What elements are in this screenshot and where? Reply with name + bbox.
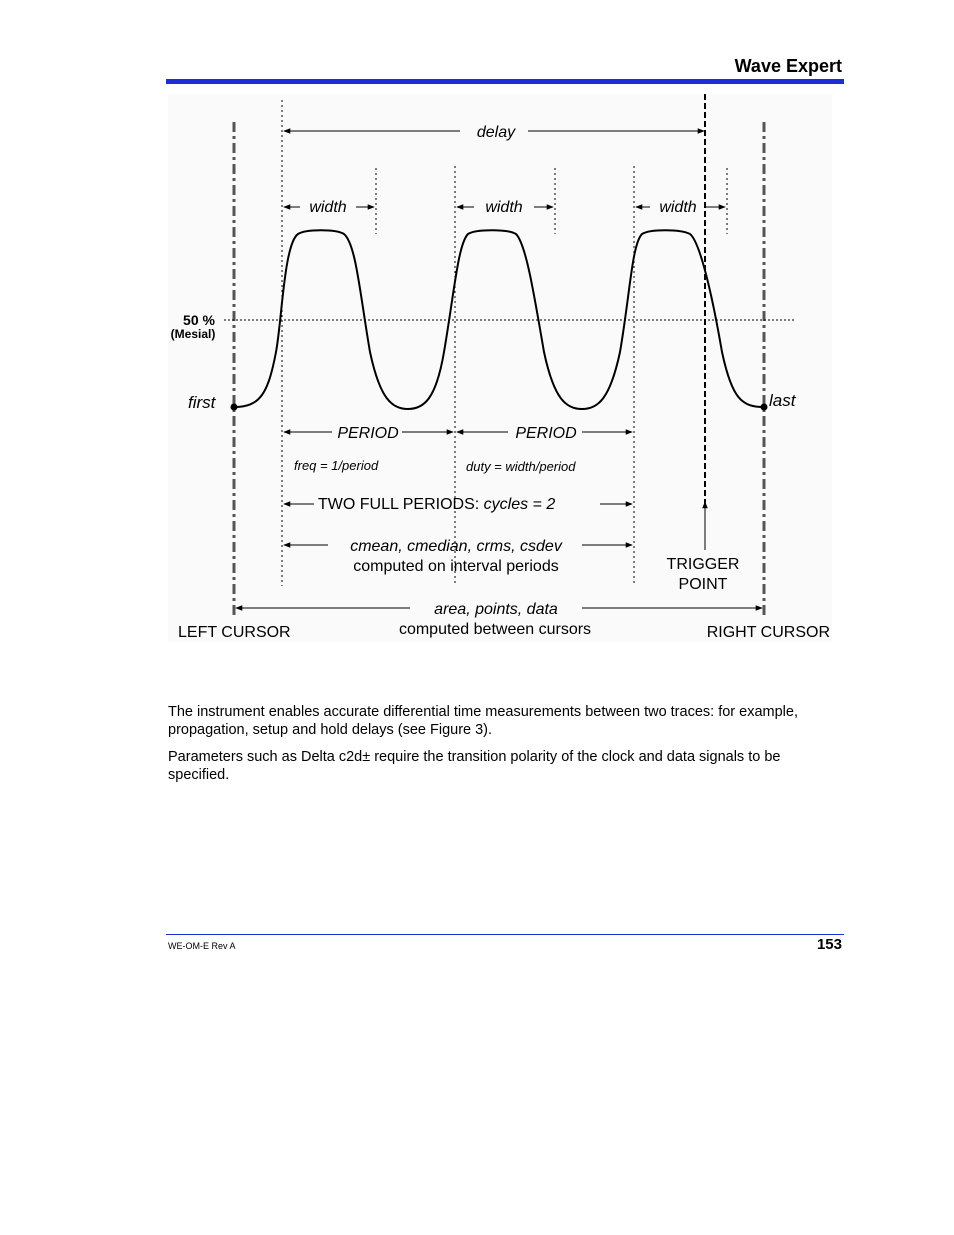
last-point <box>761 404 768 411</box>
page-number: 153 <box>816 936 842 953</box>
computed-cursors-label: computed between cursors <box>398 621 592 638</box>
waveform-measurement-figure <box>168 94 832 642</box>
freq-formula: freq = 1/period <box>294 458 379 473</box>
cycles-text: cycles = 2 <box>483 496 556 513</box>
computed-interval-label: computed on interval periods <box>353 558 559 575</box>
body-paragraph-2: Parameters such as Delta c2d± require the transition polarity of the clock and data signals to be specified. <box>168 749 781 783</box>
width-label-3: width <box>659 199 697 216</box>
duty-formula: duty = width/period <box>466 459 576 474</box>
left-cursor-label: LEFT CURSOR <box>178 624 291 641</box>
mesial-name-label: (Mesial) <box>170 327 216 341</box>
body-paragraph-1: The instrument enables accurate differential time measurements between two traces: for example, propagation, setup and hold delays (see Figure 3). <box>168 704 798 738</box>
period-label-1: PERIOD <box>337 425 399 442</box>
trigger-label-1: TRIGGER <box>666 556 740 573</box>
first-point <box>231 404 238 411</box>
waveform-diagram <box>168 94 832 642</box>
delay-label: delay <box>476 124 516 141</box>
footer-doc-id: WE-OM-E Rev A <box>168 941 236 951</box>
width-label-2: width <box>485 199 523 216</box>
header-rule <box>166 79 844 84</box>
mesial-percent-label: 50 % <box>183 312 215 328</box>
first-label: first <box>188 393 216 412</box>
width-label-1: width <box>309 199 347 216</box>
trigger-label-2: POINT <box>678 576 728 593</box>
two-full-periods-label <box>318 496 555 513</box>
footer-rule <box>166 934 844 935</box>
cstats-label: cmean, cmedian, crms, csdev <box>350 538 562 555</box>
area-label: area, points, data <box>434 601 558 618</box>
period-label-2: PERIOD <box>515 425 577 442</box>
page-header-title: Wave Expert <box>734 56 842 76</box>
two-periods-text: TWO FULL PERIODS: <box>318 496 484 513</box>
right-cursor-label: RIGHT CURSOR <box>706 624 830 641</box>
last-label: last <box>769 391 796 410</box>
